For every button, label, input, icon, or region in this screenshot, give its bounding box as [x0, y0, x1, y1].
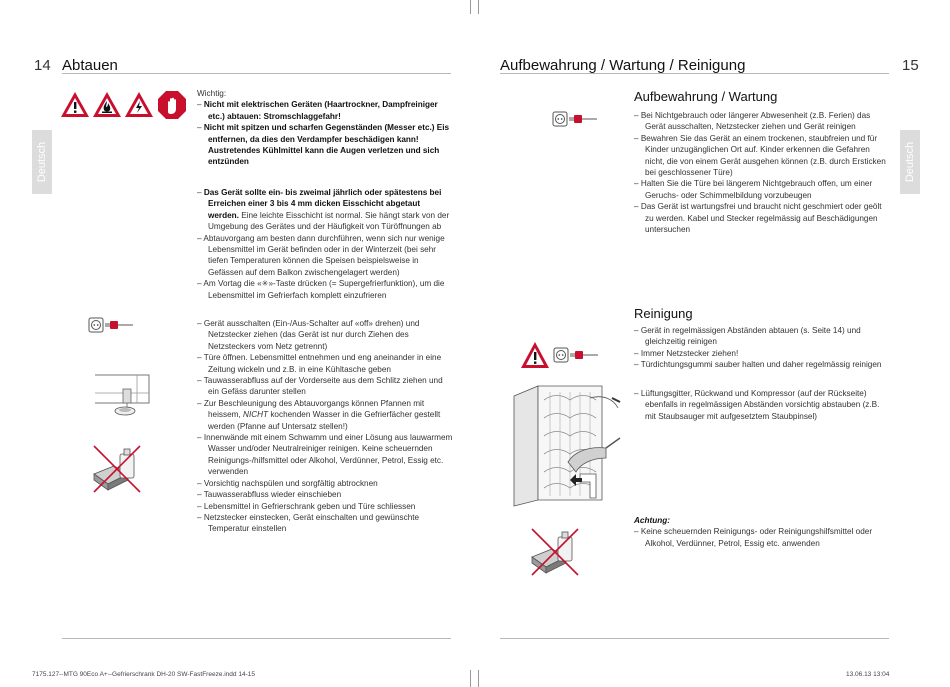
page-title-right: Aufbewahrung / Wartung / Reinigung — [500, 57, 746, 74]
list-item: – Gerät ausschalten (Ein-/Aus-Schalter auf «off» drehen) und Netzstecker ziehen (das Gerät ist nur durch Ziehen des Netzsteckers vom Netz getrennt) — [197, 319, 420, 351]
stop-hand-icon — [158, 91, 186, 119]
unplug-icon — [553, 347, 599, 368]
top-rule-left — [62, 73, 451, 74]
caution-block — [634, 515, 888, 549]
crop-mark — [470, 670, 471, 687]
freezer-illustration — [510, 378, 622, 513]
list-item: – Immer Netzstecker ziehen! — [634, 348, 739, 358]
list-item: – Halten Sie die Türe bei längerem Nichtgebrauch offen, um einer Geruchs- oder Schimmelbildung vorzubeugen — [634, 179, 873, 200]
no-abrasive-cleaner-icon — [530, 527, 580, 582]
list-item: – Das Gerät ist wartungsfrei und braucht nicht geschmiert oder geölt zu werden. Kabel und Stecker regelmässig auf Beschädigungen untersuchen — [634, 202, 882, 235]
crop-mark — [478, 670, 479, 687]
defrost-intro-block — [197, 187, 453, 301]
warning-block — [197, 88, 453, 168]
defrost-steps-block — [197, 318, 453, 535]
storage-block — [634, 110, 888, 235]
unplug-icon — [88, 317, 134, 338]
warning-item: – Nicht mit elektrischen Geräten (Haartrockner, Dampfreiniger etc.) abtauen: Stromschlaggefahr! — [197, 100, 438, 121]
list-item: – Bewahren Sie das Gerät an einem trockenen, staubfreien und für Kinder unzugänglichen Ort auf. Kinder erkennen die Gefahren nicht, die von einem Gerät ausgehen können (z.B. durch Ersticken bei geschlossener Türe) — [634, 133, 886, 178]
language-tab-left: Deutsch — [32, 130, 52, 194]
list-item: – Am Vortag die «✳»-Taste drücken (= Supergefrierfunktion), um die Lebensmittel im Gefrierfach komplett einzufrieren — [197, 279, 445, 300]
crop-mark — [478, 0, 479, 14]
list-item: – Das Gerät sollte ein- bis zweimal jährlich oder spätestens bei Erreichen einer 3 bis 4 mm dicken Eisschicht abgetaut werden. Eine leichte Eisschicht ist normal. Sie hängt stark von der Umgebung des Gerätes und der Häufigkeit von Türöffnungen ab — [197, 188, 450, 232]
caution-heading: Achtung: — [634, 516, 670, 525]
list-item: – Lebensmittel in Gefrierschrank geben und Türe schliessen — [197, 501, 416, 511]
list-item: – Vorsichtig nachspülen und sorgfältig abtrocknen — [197, 478, 378, 488]
list-item: – Zur Beschleunigung des Abtauvorgangs können Pfannen mit heissem, NICHT kochenden Wasser in die Gefrierfächer gestellt werden (Pfanne auf Untersatz stellen!) — [197, 398, 441, 431]
cleaning-vent-block — [634, 388, 888, 422]
page-number-right: 15 — [902, 57, 919, 74]
caution-text: – Keine scheuernden Reinigungs- oder Reinigungshilfsmittel oder Alkohol, Verdünner, Petrol, Essig etc. anwenden — [634, 527, 873, 548]
drain-illustration — [95, 373, 150, 423]
storage-heading: Aufbewahrung / Wartung — [634, 89, 778, 104]
list-item: – Tauwasserabfluss wieder einschieben — [197, 490, 342, 500]
footer-file-info: 7175.127--MTG 90Eco A+--Gefrierschrank DH-20 SW-FastFreeze.indd 14-15 — [32, 671, 255, 678]
list-item: – Netzstecker einstecken, Gerät einschalten und gewünschte Temperatur einstellen — [197, 512, 420, 534]
flammable-icon — [93, 92, 121, 117]
language-tab-right: Deutsch — [900, 130, 920, 194]
list-item: – Gerät in regelmässigen Abständen abtauen (s. Seite 14) und gleichzeitig reinigen — [634, 326, 861, 347]
footer-timestamp: 13.06.13 13:04 — [846, 671, 890, 678]
warning-item: – Nicht mit spitzen und scharfen Gegenständen (Messer etc.) Eis entfernen, da dies den Verdampfer beschädigen kann! Austretendes Kühlmittel kann die Augen verletzen und sich entzünden — [197, 123, 450, 167]
unplug-icon — [552, 111, 598, 132]
list-item: – Türdichtungsgummi sauber halten und daher regelmässig reinigen — [634, 360, 882, 370]
warning-triangle-icon — [61, 92, 89, 117]
page-number-left: 14 — [34, 57, 51, 74]
no-abrasive-cleaner-icon — [92, 444, 142, 499]
list-item: – Innenwände mit einem Schwamm und einer Lösung aus lauwarmem Wasser und/oder Neutralreiniger reinigen. Keine scheuernden Reinigungs-/hilfsmittel oder Alkohol, Verdünner, Petrol, Essig etc. verwenden — [197, 433, 453, 477]
list-item: – Türe öffnen. Lebensmittel entnehmen und eng aneinander in eine Zeitung wickeln und z.B. in eine Kühltasche geben — [197, 353, 442, 374]
page-title-left: Abtauen — [62, 57, 118, 74]
list-item: – Tauwasserabfluss auf der Vorderseite aus dem Schlitz ziehen und ein Gefäss darunter stellen — [197, 376, 443, 397]
electric-shock-icon — [125, 92, 153, 117]
warning-heading: Wichtig: — [197, 89, 227, 98]
crop-mark — [470, 0, 471, 14]
list-item: – Abtauvorgang am besten dann durchführen, wenn sich nur wenige Lebensmittel im Gerät befinden oder in der Winterzeit (bei sehr tiefen Temperaturen können die Speisen beispielsweise in Gefässen auf dem Balkon zwischengelagert werden) — [197, 233, 445, 277]
warning-triangle-icon — [520, 341, 550, 374]
list-item: – Bei Nichtgebrauch oder längerer Abwesenheit (z.B. Ferien) das Gerät ausschalten, Netzstecker ziehen und Gerät reinigen — [634, 111, 871, 132]
bottom-rule-right — [500, 638, 889, 639]
cleaning-block — [634, 325, 888, 371]
bottom-rule-left — [62, 638, 451, 639]
list-item: – Lüftungsgitter, Rückwand und Kompressor (auf der Rückseite) ebenfalls in regelmässigen Abständen vorsichtig abstauben (z.B. mit Staubsauger mit aufgesetztem Staubpinsel) — [634, 389, 880, 421]
warning-icons — [60, 90, 190, 120]
cleaning-heading: Reinigung — [634, 306, 693, 321]
